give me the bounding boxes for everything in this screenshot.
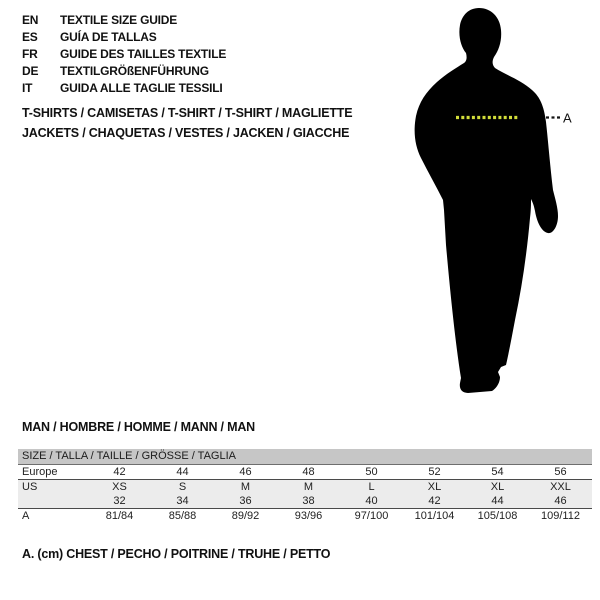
size-value: 50 <box>365 466 378 478</box>
category-jackets: JACKETS / CHAQUETAS / VESTES / JACKEN / GIACCHE <box>22 125 350 140</box>
garment-categories <box>22 104 352 143</box>
language-label: TEXTILE SIZE GUIDE <box>60 12 178 27</box>
size-value: 89/92 <box>231 510 260 522</box>
language-code: ES <box>22 29 38 44</box>
size-value: 40 <box>365 495 378 507</box>
language-code: EN <box>22 12 39 27</box>
language-row <box>22 11 226 28</box>
size-value: 81/84 <box>105 510 134 522</box>
language-label: TEXTILGRÖßENFÜHRUNG <box>60 64 209 79</box>
size-value: 101/104 <box>414 510 455 522</box>
size-value: 56 <box>554 466 567 478</box>
size-value: 109/112 <box>541 510 580 522</box>
row-label: US <box>22 481 38 493</box>
table-row-chest-a <box>18 509 592 524</box>
language-code: FR <box>22 46 38 61</box>
size-value: 52 <box>428 466 441 478</box>
table-row-numeric <box>18 494 592 508</box>
language-row <box>22 28 226 45</box>
size-value: 105/108 <box>477 510 518 522</box>
measurement-footnote: A. (cm) CHEST / PECHO / POITRINE / TRUHE / PETTO <box>22 547 331 561</box>
language-row <box>22 45 226 62</box>
size-value: 93/96 <box>294 510 323 522</box>
size-value: 34 <box>176 495 189 507</box>
size-table <box>18 449 592 524</box>
size-value: L <box>368 481 375 493</box>
row-label <box>18 494 88 508</box>
man-silhouette-figure <box>395 0 600 400</box>
language-row <box>22 80 226 97</box>
row-label: Europe <box>22 466 58 478</box>
size-value: 32 <box>113 495 126 507</box>
language-code: IT <box>22 81 33 96</box>
size-value: 38 <box>302 495 315 507</box>
size-value: M <box>303 481 314 493</box>
row-label: A <box>22 510 30 522</box>
size-value: XL <box>490 481 505 493</box>
size-value: M <box>240 481 251 493</box>
language-list <box>22 11 226 97</box>
size-value: XXL <box>550 481 571 493</box>
size-value: XS <box>112 481 127 493</box>
size-value: 48 <box>302 466 315 478</box>
size-value: XL <box>427 481 442 493</box>
category-tshirts: T-SHIRTS / CAMISETAS / T-SHIRT / T-SHIRT / MAGLIETTE <box>22 106 353 120</box>
language-code: DE <box>22 64 39 79</box>
size-value: 46 <box>239 466 252 478</box>
size-value: 42 <box>428 495 441 507</box>
size-value: 44 <box>491 495 504 507</box>
size-table-header: SIZE / TALLA / TAILLE / GRÖSSE / TAGLIA <box>18 449 592 465</box>
size-value: 46 <box>554 495 567 507</box>
table-row-europe <box>18 465 592 479</box>
language-label: GUIDA ALLE TAGLIE TESSILI <box>60 81 223 96</box>
size-value: 97/100 <box>354 510 389 522</box>
man-silhouette <box>415 8 558 393</box>
size-value: S <box>178 481 187 493</box>
language-label: GUÍA DE TALLAS <box>60 29 157 44</box>
size-value: 54 <box>491 466 504 478</box>
section-title-man: MAN / HOMBRE / HOMME / MANN / MAN <box>22 420 255 434</box>
size-value: 36 <box>239 495 252 507</box>
language-label: GUIDE DES TAILLES TEXTILE <box>60 46 227 61</box>
size-value: 85/88 <box>168 510 197 522</box>
size-value: 44 <box>176 466 189 478</box>
language-row <box>22 63 226 80</box>
table-row-us <box>18 480 592 494</box>
measure-label-a: A <box>563 110 572 126</box>
size-value: 42 <box>113 466 126 478</box>
